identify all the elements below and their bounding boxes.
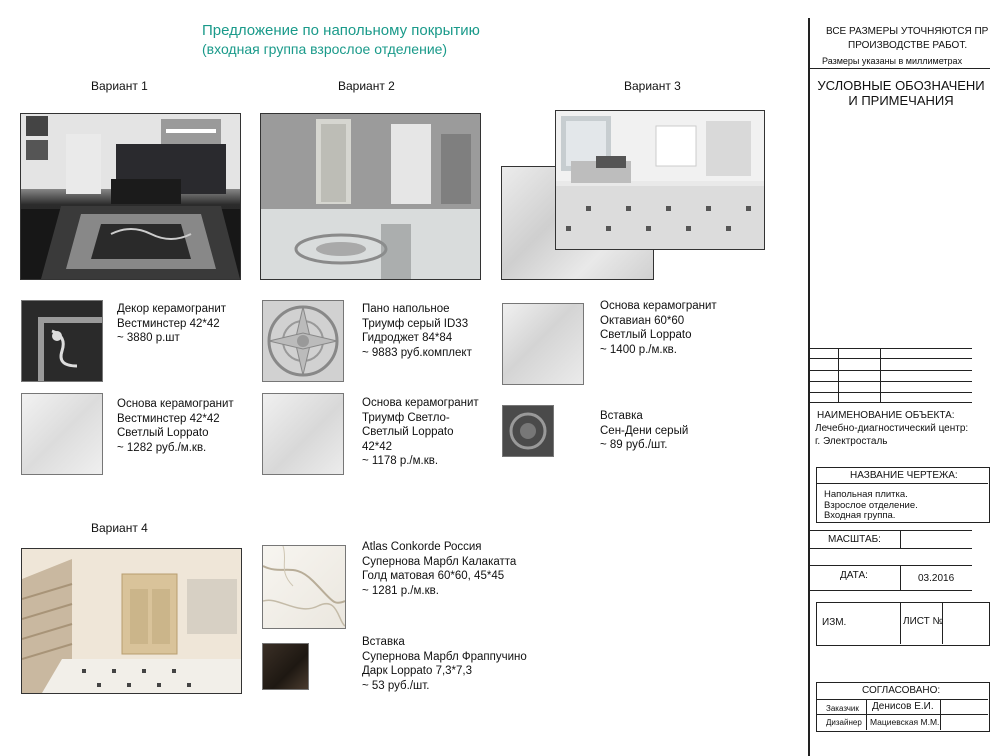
variant-1-label: Вариант 1 — [91, 79, 148, 93]
insert-tile-illustration — [503, 406, 553, 456]
variant-2-interior-photo — [260, 113, 481, 280]
triumph-base-tile — [262, 393, 344, 475]
octavian-base-tile — [502, 303, 584, 385]
calacatta-marble-tile — [262, 545, 346, 629]
variant-4-interior-photo — [21, 548, 242, 694]
customer-value: Денисов Е.И. — [872, 701, 934, 712]
scale-label: МАСШТАБ: — [828, 534, 881, 545]
divider — [808, 68, 990, 69]
divider — [816, 699, 988, 700]
v4-main-description: Atlas Conkorde Россия Супернова Марбл Калакатта Голд матовая 60*60, 45*45 ~ 1281 р./м.кв. — [362, 541, 517, 597]
variant-3-interior-photo — [555, 110, 765, 250]
divider — [940, 699, 941, 730]
variant-2-label: Вариант 2 — [338, 79, 395, 93]
divider — [810, 565, 972, 566]
v2-pano-description: Пано напольное Триумф серый ID33 Гидроджет 84*84 ~ 9883 руб.комплект — [362, 303, 472, 359]
decor-tile-illustration — [22, 301, 102, 381]
variant-1-interior-illustration — [21, 114, 240, 279]
object-value: Лечебно-диагностический центр: г. Электросталь — [815, 423, 969, 447]
note-line-2: ПРОИЗВОДСТВЕ РАБОТ. — [848, 40, 968, 51]
frappuccino-insert-tile — [262, 643, 309, 690]
v1-base-description: Основа керамогранит Вестминстер 42*42 Светлый Loppato ~ 1282 руб./м.кв. — [117, 398, 234, 454]
divider — [900, 565, 901, 590]
page-subtitle: (входная группа взрослое отделение) — [202, 41, 448, 57]
drawing-value: Напольная плитка. Взрослое отделение. Входная группа. — [824, 489, 918, 521]
divider — [900, 602, 901, 644]
designer-label: Дизайнер — [826, 718, 862, 727]
variant-2-interior-illustration — [261, 114, 480, 279]
object-label: НАИМЕНОВАНИЕ ОБЪЕКТА: — [817, 410, 955, 421]
variant-3-label: Вариант 3 — [624, 79, 681, 93]
divider — [810, 548, 972, 549]
customer-label: Заказчик — [826, 704, 859, 713]
v1-decor-description: Декор керамогранит Вестминстер 42*42 ~ 3880 р.шт — [117, 303, 227, 344]
divider — [816, 483, 988, 484]
variant-1-interior-photo — [20, 113, 241, 280]
calacatta-tile-illustration — [263, 546, 345, 628]
designer-value: Мациевская М.М. — [870, 717, 940, 727]
pano-tile-illustration — [263, 301, 343, 381]
v3-insert-description: Вставка Сен-Дени серый ~ 89 руб./шт. — [600, 410, 689, 451]
approved-label: СОГЛАСОВАНО: — [862, 685, 941, 696]
rev-label: ИЗМ. — [822, 617, 847, 628]
variant-4-label: Вариант 4 — [91, 521, 148, 535]
title-block-border — [808, 18, 810, 756]
westminster-decor-tile — [21, 300, 103, 382]
date-value: 03.2016 — [918, 573, 955, 584]
legend-title: УСЛОВНЫЕ ОБОЗНАЧЕНИ И ПРИМЕЧАНИЯ — [817, 78, 985, 108]
variant-3-interior-illustration — [556, 111, 764, 249]
v2-base-description: Основа керамогранит Триумф Светло- Светлый Loppato 42*42 ~ 1178 р./м.кв. — [362, 397, 479, 467]
saint-denis-insert-tile — [502, 405, 554, 457]
westminster-base-tile — [21, 393, 103, 475]
v4-insert-description: Вставка Супернова Марбл Фраппучино Дарк Loppato 7,3*7,3 ~ 53 руб./шт. — [362, 636, 527, 692]
page-title: Предложение по напольному покрытию — [202, 22, 480, 39]
date-label: ДАТА: — [840, 570, 868, 581]
variant-4-interior-illustration — [22, 549, 241, 693]
triumph-pano-tile — [262, 300, 344, 382]
v3-base-description: Основа керамогранит Октавиан 60*60 Светлый Loppato ~ 1400 р./м.кв. — [600, 300, 717, 356]
drawing-label: НАЗВАНИЕ ЧЕРТЕЖА: — [850, 470, 958, 481]
divider — [810, 590, 972, 591]
divider — [810, 530, 972, 531]
divider — [900, 530, 901, 548]
note-line-1: ВСЕ РАЗМЕРЫ УТОЧНЯЮТСЯ ПР — [826, 26, 989, 37]
note-line-3: Размеры указаны в миллиметрах — [822, 56, 963, 66]
divider — [866, 699, 867, 730]
sheet-label: ЛИСТ № — [903, 616, 944, 627]
